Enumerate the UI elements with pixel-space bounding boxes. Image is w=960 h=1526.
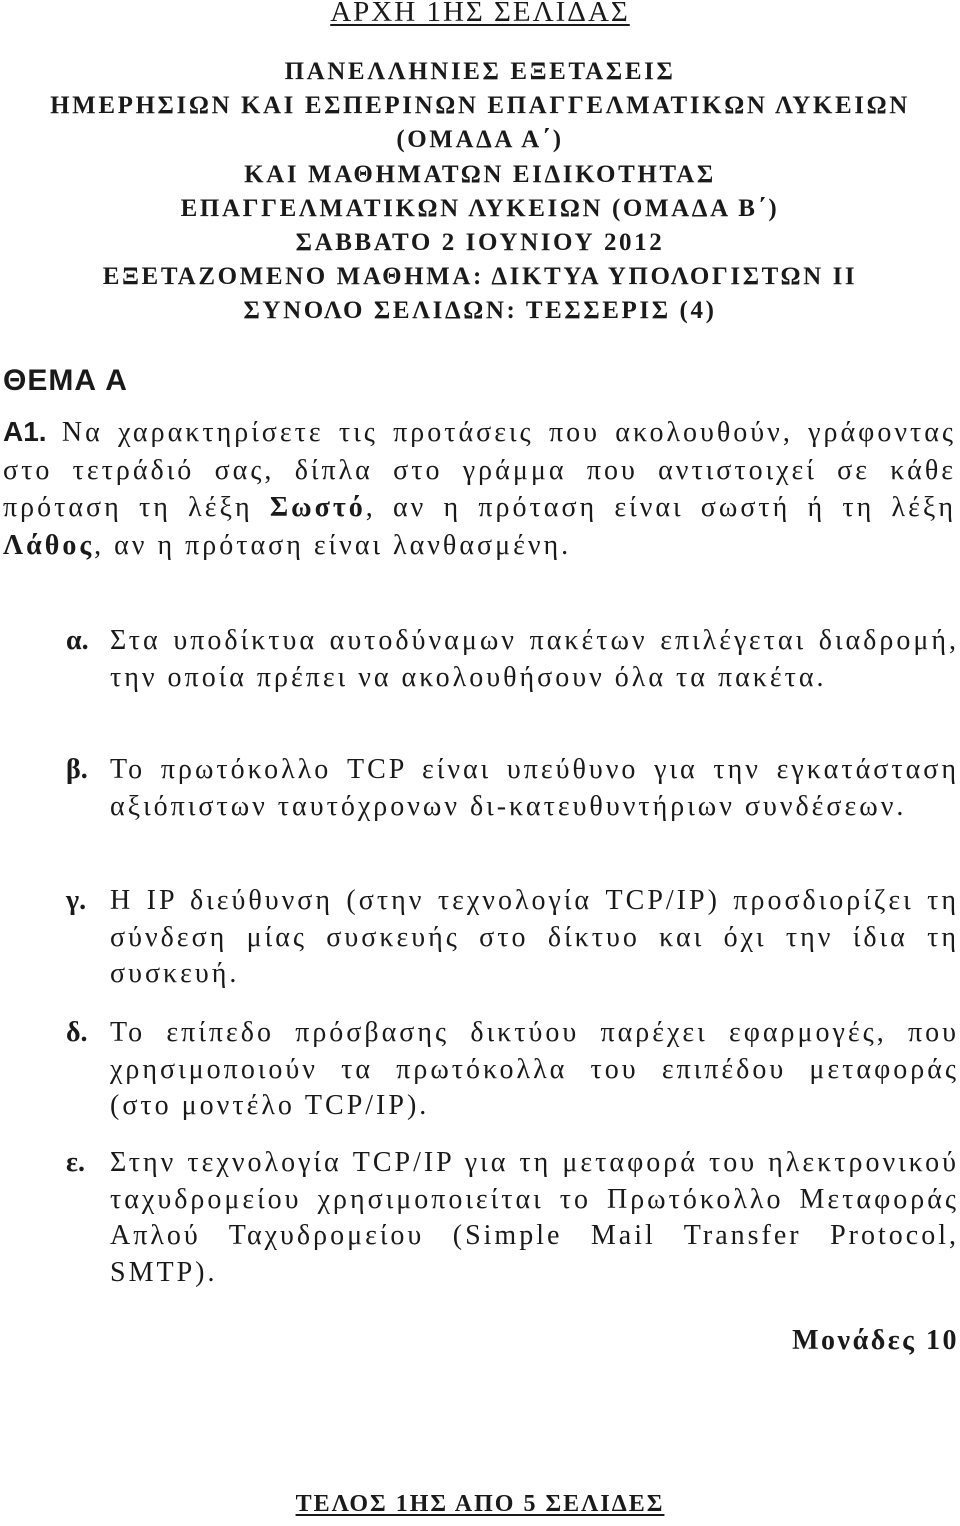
page-end-marker: ΤΕΛΟΣ 1ΗΣ ΑΠΟ 5 ΣΕΛΙΔΕΣ [295, 1491, 665, 1517]
statement-letter: δ. [66, 1017, 88, 1048]
statement-item [66, 1145, 959, 1291]
statement-item [66, 883, 959, 993]
statement-text: Η IP διεύθυνση (στην τεχνολογία TCP/IP) προσδιορίζει τη σύνδεση μίας συσκευής στο δίκτυο και όχι την ίδια τη συσκευή. [110, 885, 959, 989]
question-intro-part-1: Να χαρακτηρίσετε τις προτάσεις που ακολουθούν, γράφοντας στο τετράδιό σας, δίπλα στο γράμμα που αντιστοιχεί σε κάθε πρόταση τη λέξη [3, 417, 956, 523]
question-intro-part-3: , αν η πρόταση είναι λανθασμένη. [94, 529, 572, 561]
keyword-false: Λάθος [3, 529, 95, 561]
keyword-true: Σωστό [269, 492, 366, 523]
exam-title-block [0, 55, 960, 329]
statement-item [66, 1015, 959, 1125]
statement-text: Το πρωτόκολλο TCP είναι υπεύθυνο για την εγκατάσταση αξιόπιστων ταυτόχρονων δι-κατευθυντήριων συνδέσεων. [110, 754, 959, 822]
title-line-group-a: (ΟΜΑΔΑ Α΄) [396, 126, 564, 154]
page-start-marker: ΑΡΧΗ 1ΗΣ ΣΕΛΙΔΑΣ [330, 0, 630, 28]
marks-label: Μονάδες 10 [792, 1325, 959, 1356]
title-line-exams: ΠΑΝΕΛΛΗΝΙΕΣ ΕΞΕΤΑΣΕΙΣ [284, 58, 676, 85]
statement-letter: α. [66, 625, 89, 656]
title-line-date: ΣΑΒΒΑΤΟ 2 ΙΟΥΝΙΟΥ 2012 [295, 229, 665, 257]
title-line-page-count: ΣΥΝΟΛΟ ΣΕΛΙΔΩΝ: ΤΕΣΣΕΡΙΣ (4) [243, 297, 717, 325]
statement-text: Στα υποδίκτυα αυτοδύναμων πακέτων επιλέγεται διαδρομή, την οποία πρέπει να ακολουθήσουν όλα τα πακέτα. [110, 625, 959, 693]
question-number: Α1. [3, 416, 47, 447]
title-line-group-b: ΕΠΑΓΓΕΛΜΑΤΙΚΩΝ ΛΥΚΕΙΩΝ (ΟΜΑΔΑ Β΄) [180, 194, 780, 222]
section-title: ΘΕΜΑ Α [3, 364, 128, 397]
question-a1-intro [3, 413, 956, 564]
statement-letter: β. [66, 754, 88, 785]
statement-letter: γ. [66, 885, 87, 916]
question-intro-part-2: , αν η πρόταση είναι σωστή ή τη λέξη [365, 492, 957, 523]
title-line-specialty: ΚΑΙ ΜΑΘΗΜΑΤΩΝ ΕΙΔΙΚΟΤΗΤΑΣ [244, 160, 716, 188]
statement-item [66, 752, 959, 825]
statement-letter: ε. [66, 1147, 85, 1178]
title-line-subject: ΕΞΕΤΑΖΟΜΕΝΟ ΜΑΘΗΜΑ: ΔΙΚΤΥΑ ΥΠΟΛΟΓΙΣΤΩΝ ΙΙ [102, 263, 858, 291]
statement-item [66, 623, 959, 696]
title-line-schools: ΗΜΕΡΗΣΙΩΝ ΚΑΙ ΕΣΠΕΡΙΝΩΝ ΕΠΑΓΓΕΛΜΑΤΙΚΩΝ ΛΥΚΕΙΩΝ [50, 92, 910, 120]
statement-text: Στην τεχνολογία TCP/IP για τη μεταφορά του ηλεκτρονικού ταχυδρομείου χρησιμοποιείται το Πρωτόκολλο Μεταφοράς Απλού Ταχυδρομείου (Simple Mail Transfer Protocol, SMTP). [110, 1147, 959, 1288]
statement-text: Το επίπεδο πρόσβασης δικτύου παρέχει εφαρμογές, που χρησιμοποιούν τα πρωτόκολλα του επιπέδου μεταφοράς (στο μοντέλο TCP/IP). [110, 1017, 959, 1121]
